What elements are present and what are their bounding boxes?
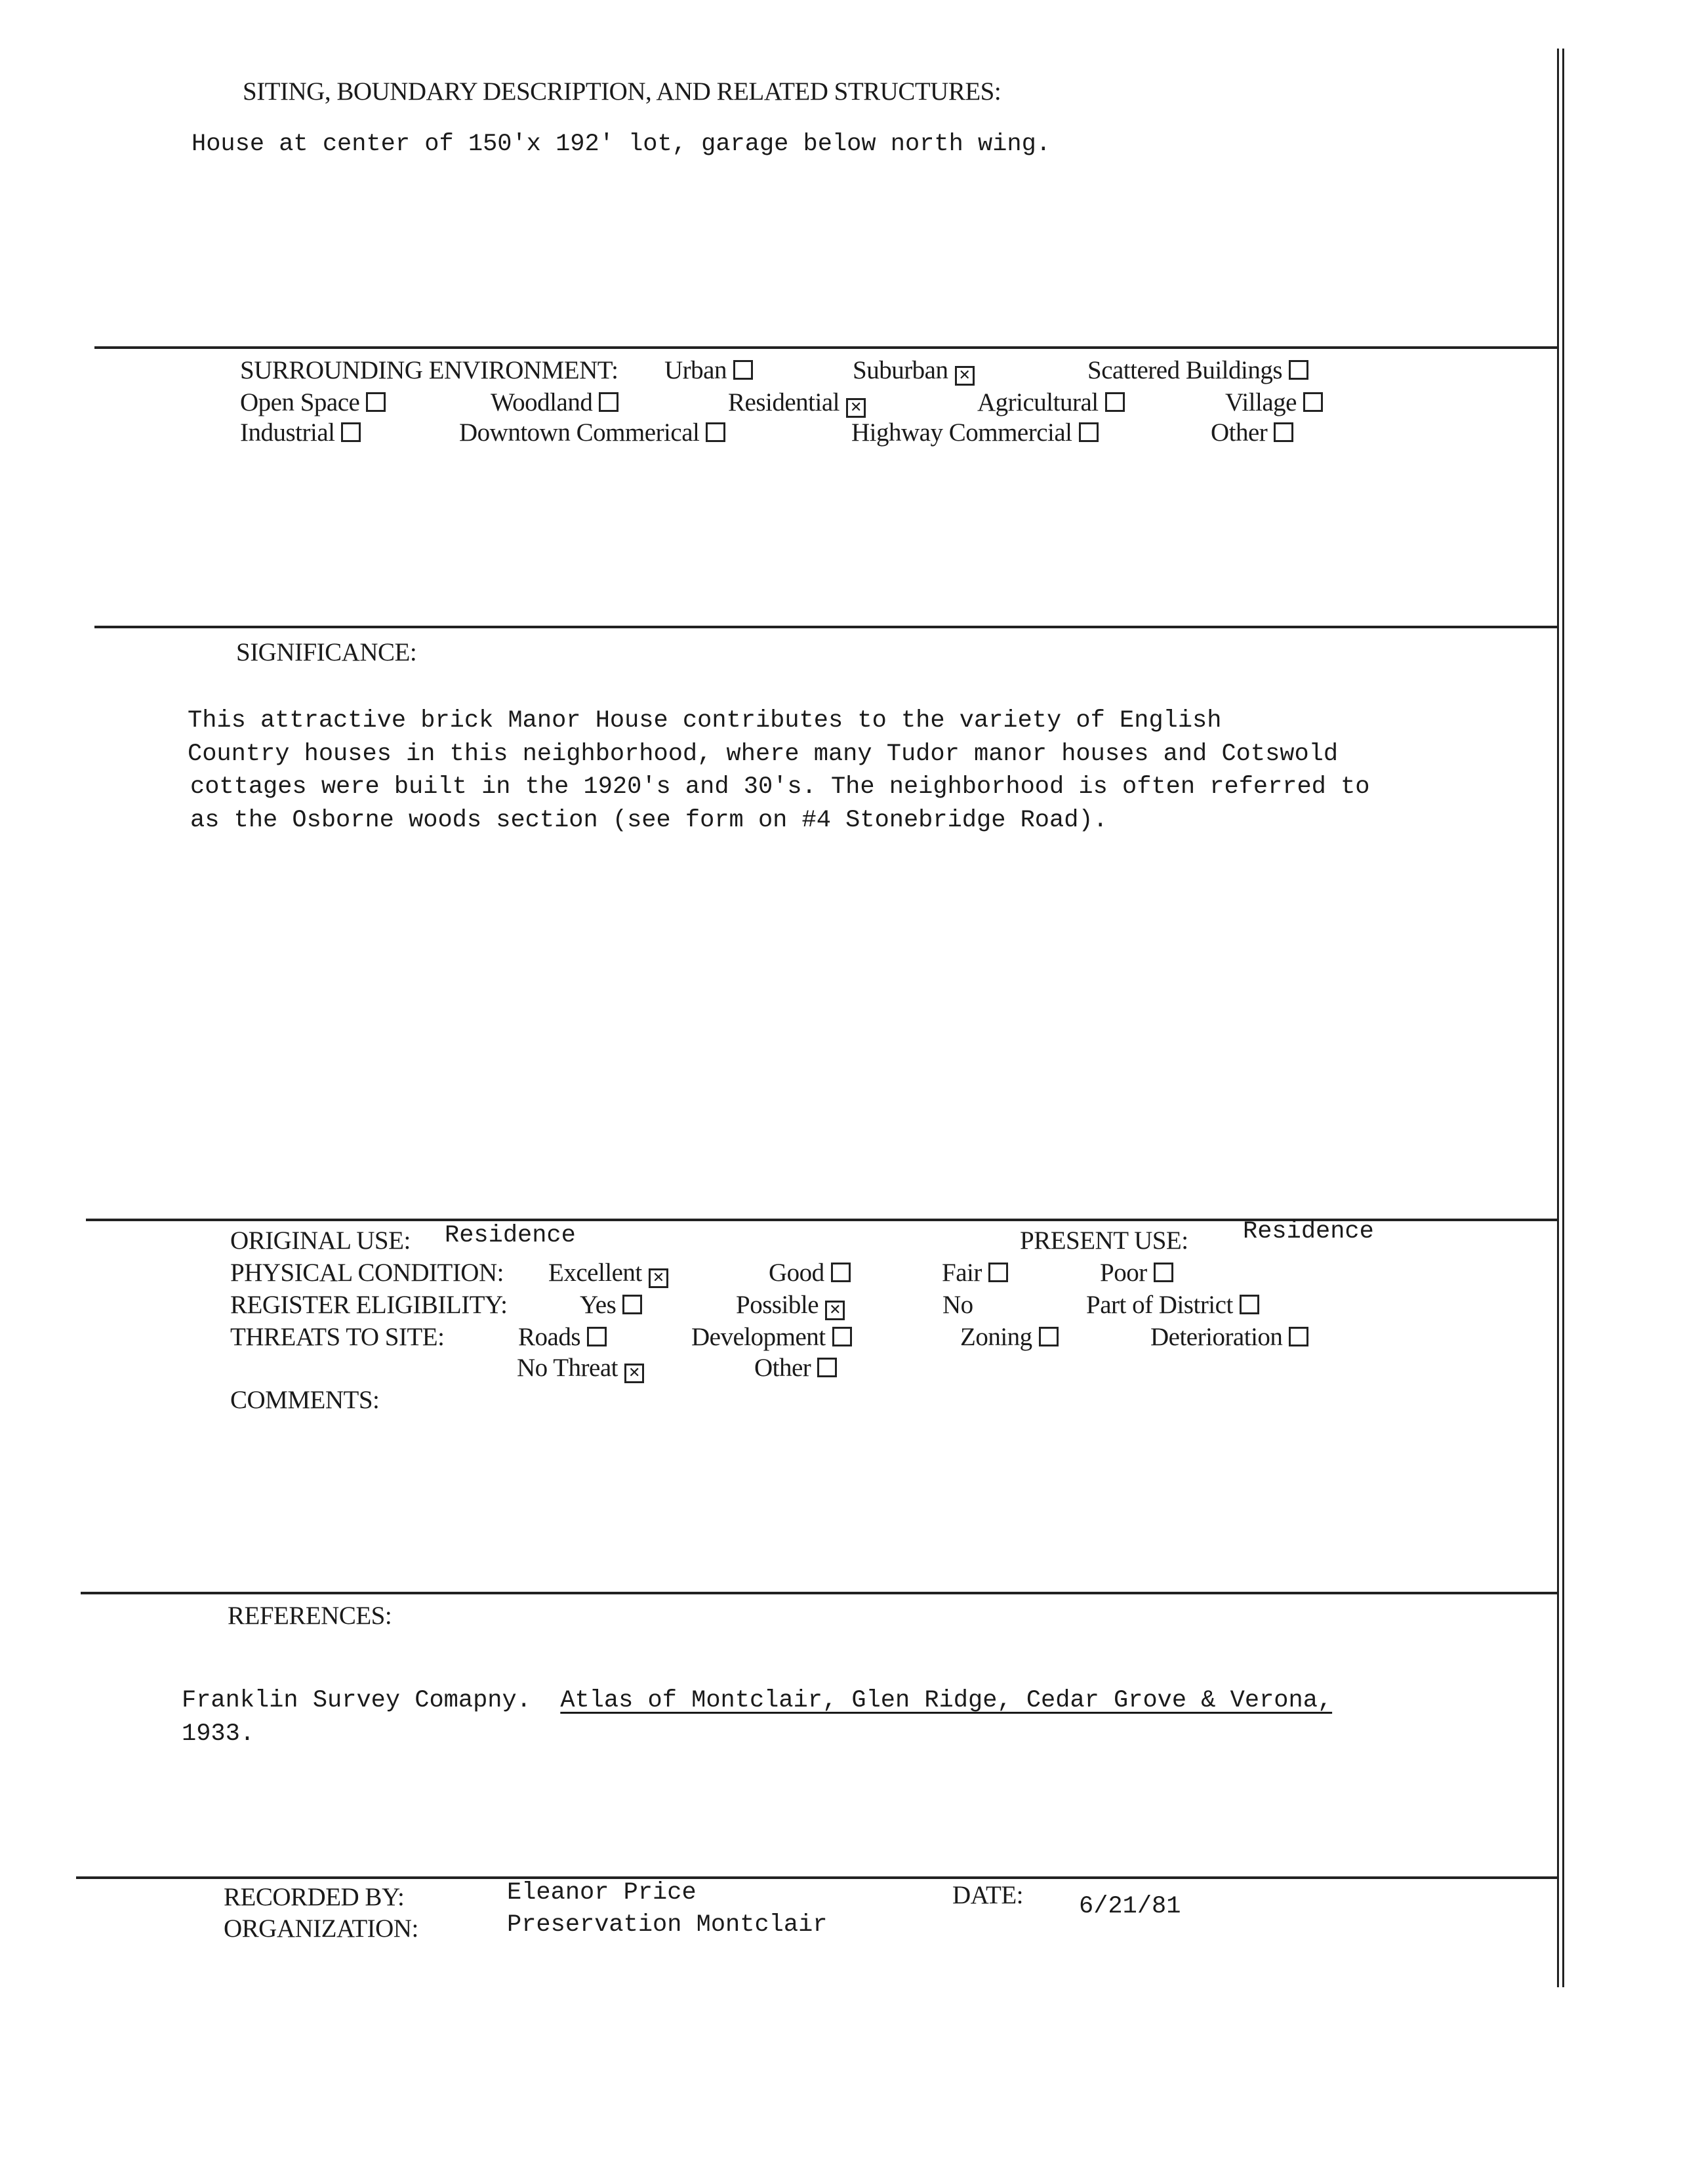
organization-label: ORGANIZATION: [224,1914,418,1943]
option-urban[interactable]: Urban [664,357,753,383]
reference-author: Franklin Survey Comapny. [182,1687,531,1714]
condition-good[interactable]: Good [769,1260,851,1285]
eligibility-possible[interactable]: Possible ✕ [736,1292,845,1320]
checkbox[interactable] [1079,422,1099,442]
checkbox[interactable] [1039,1327,1059,1346]
checkbox[interactable] [988,1263,1008,1282]
checkbox[interactable] [831,1263,851,1282]
original-use-label: ORIGINAL USE: [230,1226,411,1255]
present-use-label: PRESENT USE: [1020,1226,1188,1255]
condition-poor[interactable]: Poor [1100,1260,1173,1285]
checkbox[interactable] [706,422,725,442]
checkbox[interactable] [733,360,753,380]
present-use-value: Residence [1243,1218,1374,1245]
checkbox[interactable] [1274,422,1293,442]
physical-condition-label: PHYSICAL CONDITION: [230,1259,504,1287]
checkbox[interactable] [832,1327,852,1346]
checkbox-checked[interactable]: ✕ [955,366,975,386]
threat-deterioration[interactable]: Deterioration [1150,1324,1308,1350]
checkbox[interactable] [1303,392,1323,412]
threat-no-threat[interactable]: No Threat ✕ [517,1355,644,1383]
threats-label: THREATS TO SITE: [230,1323,445,1351]
date-label: DATE: [952,1881,1023,1909]
right-border-inner [1562,49,1564,1987]
checkbox[interactable] [817,1358,837,1377]
checkbox[interactable] [1154,1263,1173,1282]
option-residential[interactable]: Residential ✕ [728,390,866,418]
comments-label: COMMENTS: [230,1386,380,1414]
option-agricultural[interactable]: Agricultural [977,390,1125,415]
checkbox[interactable] [599,392,618,412]
significance-line: This attractive brick Manor House contributes to the variety of English [188,707,1222,735]
reference-title: Atlas of Montclair, Glen Ridge, Cedar Grove & Verona, [560,1687,1333,1714]
option-scattered-buildings[interactable]: Scattered Buildings [1087,357,1308,383]
original-use-value: Residence [445,1222,576,1249]
checkbox[interactable] [341,422,361,442]
option-downtown-commercial[interactable]: Downtown Commerical [459,420,725,445]
checkbox[interactable] [1289,1327,1308,1346]
checkbox[interactable] [1105,392,1125,412]
references-label: REFERENCES: [228,1602,392,1630]
threat-roads[interactable]: Roads [518,1324,607,1350]
divider [81,1592,1558,1594]
date-value: 6/21/81 [1079,1893,1181,1920]
option-village[interactable]: Village [1225,390,1323,415]
recorded-by-label: RECORDED BY: [224,1883,405,1911]
significance-label: SIGNIFICANCE: [236,638,417,666]
threat-zoning[interactable]: Zoning [960,1324,1059,1350]
checkbox[interactable] [622,1295,642,1314]
threat-development[interactable]: Development [691,1324,852,1350]
checkbox[interactable] [1289,360,1308,380]
significance-line: as the Osborne woods section (see form on #4 Stonebridge Road). [190,807,1108,834]
checkbox[interactable] [587,1327,607,1346]
divider [76,1876,1558,1879]
reference-entry [182,1689,1332,1713]
significance-line: Country houses in this neighborhood, where many Tudor manor houses and Cotswold [188,740,1339,768]
right-border [1557,49,1559,1987]
option-open-space[interactable]: Open Space [240,390,386,415]
significance-line: cottages were built in the 1920's and 30's. The neighborhood is often referred to [190,773,1370,801]
siting-text: House at center of 150'x 192' lot, garage below north wing. [192,131,1051,158]
checkbox[interactable] [1240,1295,1259,1314]
checkbox-checked[interactable]: ✕ [825,1301,845,1320]
option-woodland[interactable]: Woodland [491,390,618,415]
reference-year: 1933. [182,1720,255,1748]
option-other[interactable]: Other [1211,420,1293,445]
eligibility-no[interactable]: No [942,1291,973,1319]
register-eligibility-label: REGISTER ELIGIBILITY: [230,1291,508,1319]
checkbox-checked[interactable]: ✕ [624,1364,644,1383]
option-industrial[interactable]: Industrial [240,420,361,445]
divider [94,626,1558,628]
siting-label: SITING, BOUNDARY DESCRIPTION, AND RELATED STRUCTURES: [243,77,1002,106]
eligibility-yes[interactable]: Yes [580,1292,642,1318]
divider [94,346,1558,349]
checkbox[interactable] [366,392,386,412]
condition-excellent[interactable]: Excellent ✕ [548,1260,668,1288]
environment-label: SURROUNDING ENVIRONMENT: [240,356,618,384]
option-suburban[interactable]: Suburban ✕ [853,357,975,386]
organization-value: Preservation Montclair [507,1911,828,1939]
checkbox-checked[interactable]: ✕ [846,398,866,418]
option-highway-commercial[interactable]: Highway Commercial [851,420,1099,445]
recorded-by-value: Eleanor Price [507,1879,697,1907]
eligibility-part-of-district[interactable]: Part of District [1086,1292,1259,1318]
threat-other[interactable]: Other [754,1355,837,1381]
checkbox-checked[interactable]: ✕ [649,1268,668,1288]
condition-fair[interactable]: Fair [942,1260,1008,1285]
